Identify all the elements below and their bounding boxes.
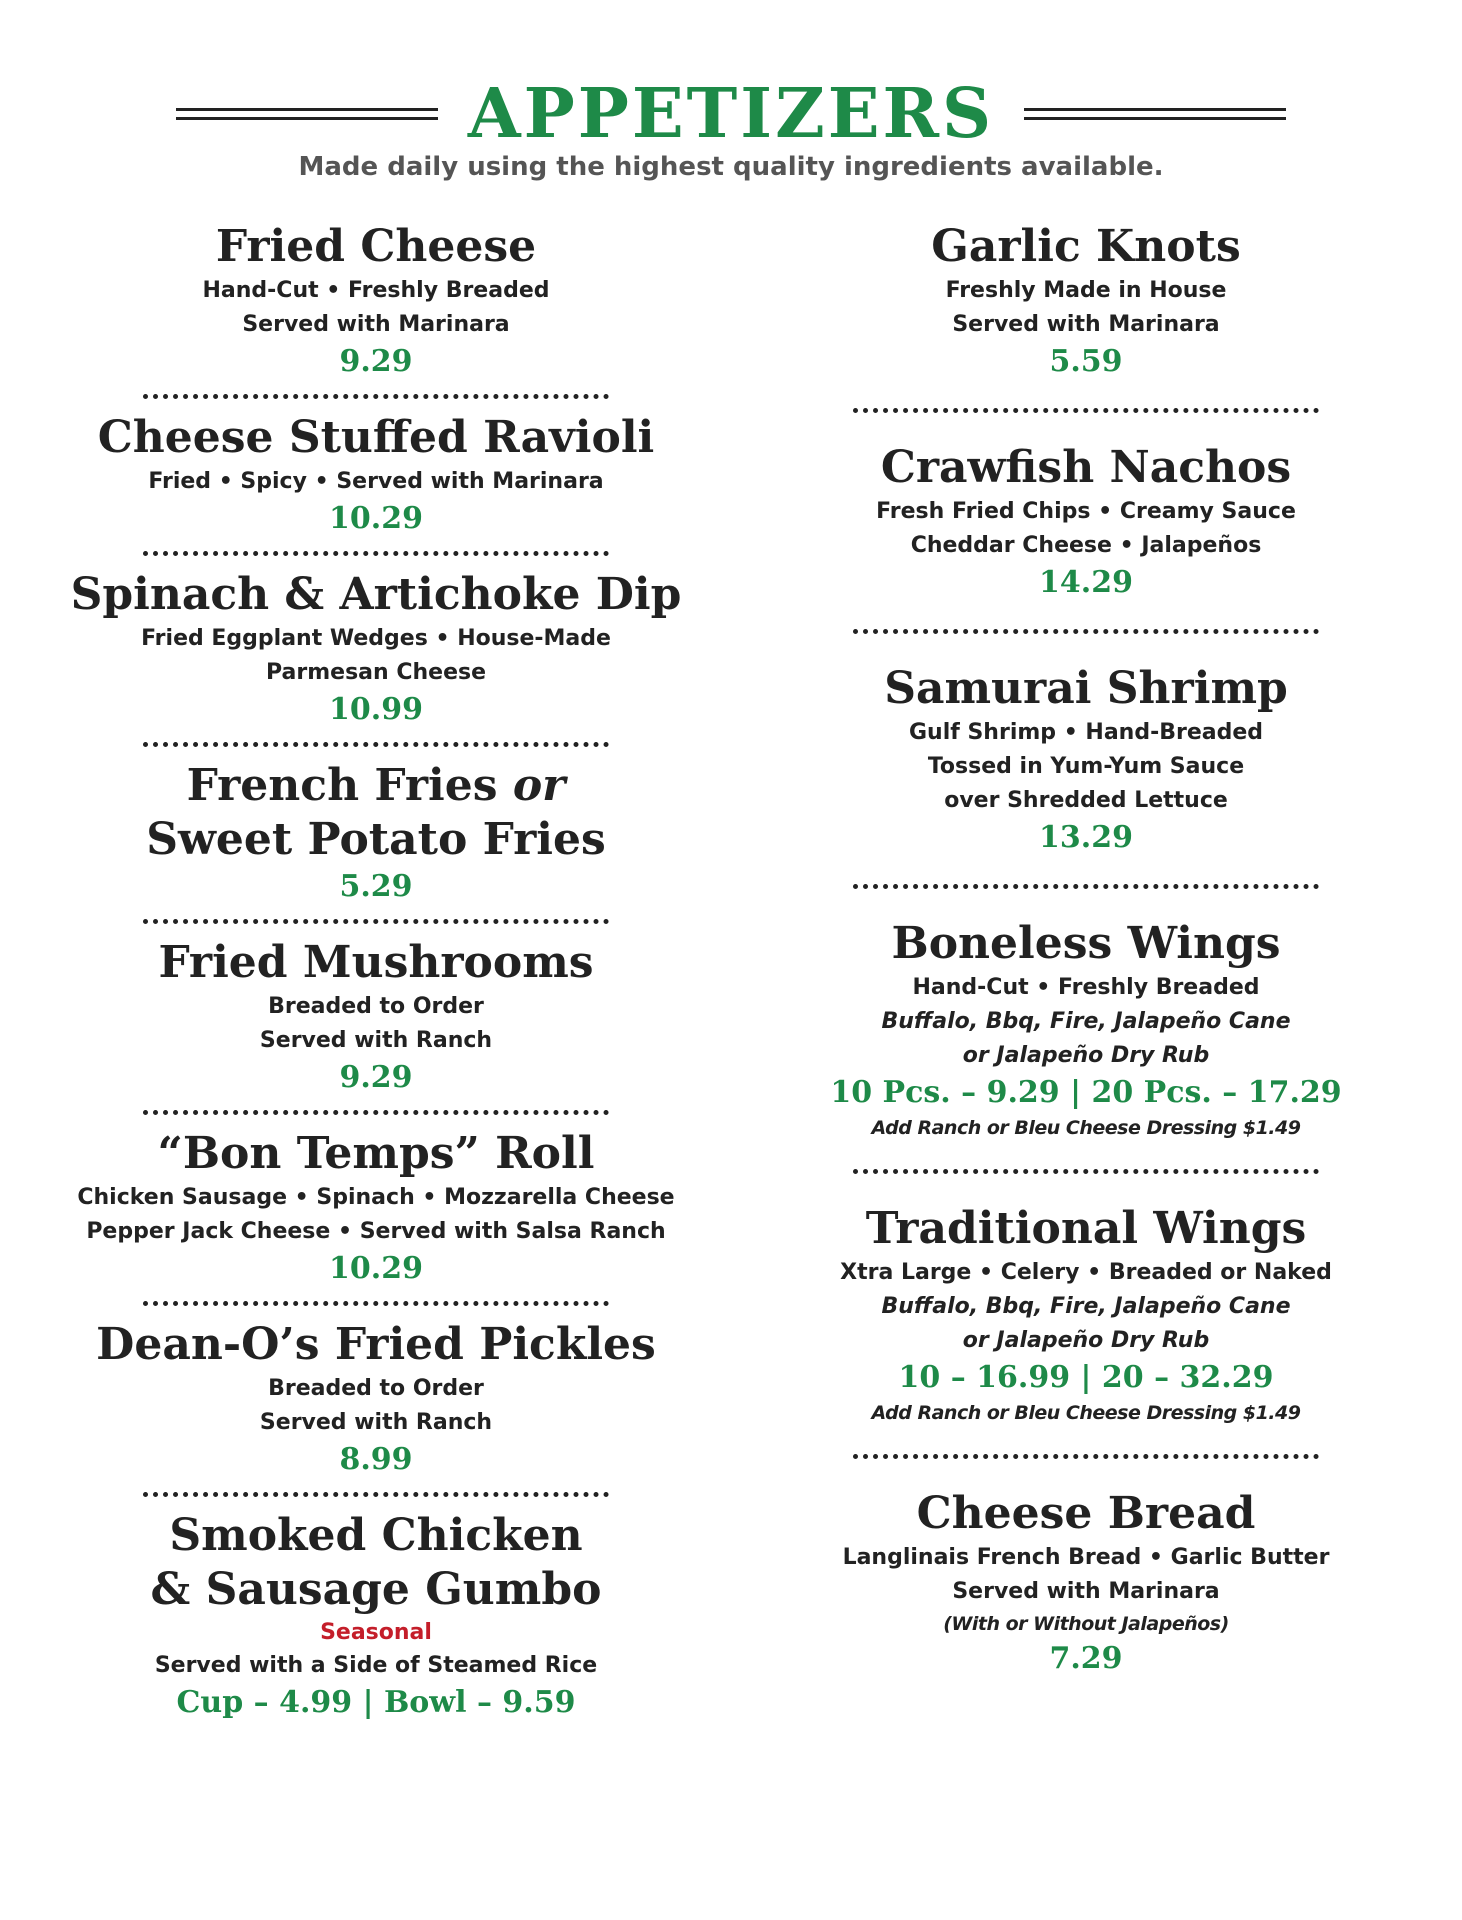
menu-title: APPETIZERS — [467, 74, 995, 154]
dotted-divider — [143, 1110, 609, 1115]
item-price: 9.29 — [339, 344, 413, 379]
menu-item-fried-mushrooms — [26, 936, 726, 1098]
item-name: “Bon Temps” Roll — [157, 1128, 595, 1179]
item-flavors: Buffalo, Bbq, Fire, Jalapeño Cane — [881, 1294, 1291, 1319]
item-description: Fresh Fried Chips • Creamy Sauce — [876, 499, 1296, 524]
item-description: Served with Marinara — [952, 1579, 1220, 1604]
item-description: over Shredded Lettuce — [944, 788, 1228, 813]
item-name — [26, 759, 726, 813]
item-name: Dean-O’s Fried Pickles — [96, 1319, 656, 1370]
item-flavors: or Jalapeño Dry Rub — [962, 1043, 1210, 1068]
item-name-line2: & Sausage Gumbo — [150, 1564, 602, 1615]
item-description: Freshly Made in House — [945, 278, 1227, 303]
item-description: Fried Eggplant Wedges • House-Made — [141, 626, 611, 651]
item-price: 5.59 — [1049, 344, 1123, 379]
item-name: Smoked Chicken — [169, 1510, 583, 1561]
menu-item-boneless-wings — [736, 917, 1436, 1143]
item-flavors: Buffalo, Bbq, Fire, Jalapeño Cane — [881, 1009, 1291, 1034]
dotted-divider — [853, 884, 1319, 889]
item-description: Tossed in Yum-Yum Sauce — [927, 754, 1245, 779]
item-description: Gulf Shrimp • Hand-Breaded — [908, 720, 1264, 745]
item-name: Traditional Wings — [865, 1203, 1307, 1254]
item-description: Cheddar Cheese • Jalapeños — [910, 533, 1262, 558]
item-name: Crawfish Nachos — [880, 442, 1292, 493]
item-price: 9.29 — [339, 1060, 413, 1095]
dotted-divider — [853, 1454, 1319, 1459]
item-price: 5.29 — [339, 869, 413, 904]
item-description: Hand-Cut • Freshly Breaded — [912, 975, 1260, 1000]
menu-item-traditional-wings — [736, 1202, 1436, 1428]
item-price: 10.29 — [329, 1251, 423, 1286]
item-price: 14.29 — [1039, 565, 1133, 600]
item-description: Served with Ranch — [259, 1410, 493, 1435]
dotted-divider — [143, 551, 609, 556]
item-description: Served with Ranch — [259, 1028, 493, 1053]
item-price: 10.99 — [329, 692, 423, 727]
item-name: Cheese Bread — [916, 1488, 1256, 1539]
item-price: 10.29 — [329, 501, 423, 536]
item-name: Samurai Shrimp — [884, 663, 1288, 714]
menu-item-french-fries — [26, 759, 726, 907]
menu-item-cheese-stuffed-ravioli — [26, 411, 726, 539]
item-description: Chicken Sausage • Spinach • Mozzarella Cheese — [77, 1185, 675, 1210]
dotted-divider — [143, 919, 609, 924]
item-name-part: French Fries — [186, 760, 498, 811]
menu-item-garlic-knots — [736, 220, 1436, 382]
item-description: Served with Marinara — [242, 312, 510, 337]
item-description: Breaded to Order — [268, 1376, 484, 1401]
item-description: Fried • Spicy • Served with Marinara — [148, 469, 604, 494]
menu-item-fried-pickles — [26, 1318, 726, 1480]
item-name: Garlic Knots — [931, 221, 1241, 272]
header-rule-left — [176, 108, 438, 120]
item-description: Breaded to Order — [268, 994, 484, 1019]
menu-item-gumbo — [26, 1509, 726, 1723]
item-name: Fried Cheese — [215, 221, 537, 272]
menu-item-fried-cheese — [26, 220, 726, 382]
dotted-divider — [853, 408, 1319, 413]
item-name-line2: Sweet Potato Fries — [146, 814, 606, 865]
menu-item-bon-temps-roll — [26, 1127, 726, 1289]
dotted-divider — [143, 742, 609, 747]
item-name: Spinach & Artichoke Dip — [70, 569, 682, 620]
menu-item-samurai-shrimp — [736, 662, 1436, 858]
item-note: Add Ranch or Bleu Cheese Dressing $1.49 — [871, 1117, 1301, 1139]
dotted-divider — [143, 1301, 609, 1306]
left-column — [26, 220, 726, 1723]
dotted-divider — [853, 1169, 1319, 1174]
header-rule-right — [1024, 108, 1286, 120]
item-description: Pepper Jack Cheese • Served with Salsa Ranch — [86, 1219, 666, 1244]
item-price: 13.29 — [1039, 820, 1133, 855]
menu-header — [0, 72, 1462, 156]
item-description: Xtra Large • Celery • Breaded or Naked — [840, 1260, 1332, 1285]
dotted-divider — [143, 1492, 609, 1497]
item-description: Parmesan Cheese — [266, 660, 486, 685]
dotted-divider — [143, 394, 609, 399]
item-price: 10 Pcs. – 9.29 | 20 Pcs. – 17.29 — [830, 1075, 1342, 1110]
item-note: (With or Without Jalapeños) — [943, 1613, 1229, 1635]
menu-item-cheese-bread — [736, 1487, 1436, 1679]
menu-item-spinach-artichoke-dip — [26, 568, 726, 730]
item-name: Boneless Wings — [891, 918, 1281, 969]
item-note: Add Ranch or Bleu Cheese Dressing $1.49 — [871, 1402, 1301, 1424]
right-column — [736, 220, 1436, 1679]
dotted-divider — [853, 629, 1319, 634]
menu-subtitle: Made daily using the highest quality ingredients available. — [298, 152, 1164, 182]
item-description: Served with Marinara — [952, 312, 1220, 337]
item-name-or: or — [512, 760, 566, 811]
item-name: Cheese Stuffed Ravioli — [97, 412, 655, 463]
menu-item-crawfish-nachos — [736, 441, 1436, 603]
item-price: 8.99 — [339, 1442, 413, 1477]
item-description: Langlinais French Bread • Garlic Butter — [842, 1545, 1330, 1570]
item-price: 10 – 16.99 | 20 – 32.29 — [898, 1360, 1274, 1395]
item-description: Hand-Cut • Freshly Breaded — [202, 278, 550, 303]
item-name: Fried Mushrooms — [158, 937, 594, 988]
seasonal-badge: Seasonal — [320, 1620, 432, 1645]
item-price: Cup – 4.99 | Bowl – 9.59 — [176, 1685, 576, 1720]
item-flavors: or Jalapeño Dry Rub — [962, 1328, 1210, 1353]
item-price: 7.29 — [1049, 1641, 1123, 1676]
item-description: Served with a Side of Steamed Rice — [154, 1653, 598, 1678]
